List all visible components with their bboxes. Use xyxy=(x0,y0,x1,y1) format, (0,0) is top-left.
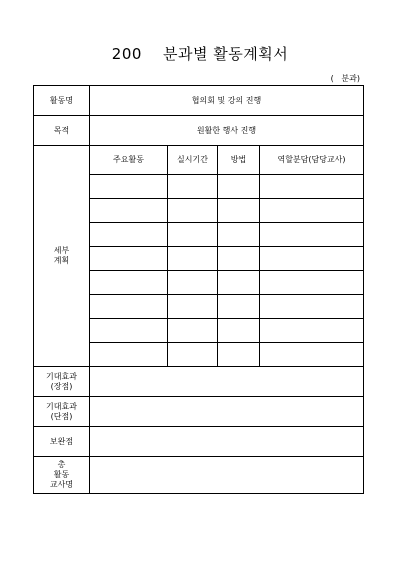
detail-cell-method[interactable] xyxy=(218,295,260,319)
detail-cell-method[interactable] xyxy=(218,319,260,343)
detail-cell-period[interactable] xyxy=(168,343,218,367)
supplement-row xyxy=(34,427,364,457)
detail-cell-period[interactable] xyxy=(168,199,218,223)
expected-effect-short-value[interactable] xyxy=(90,397,364,427)
supplement-value[interactable] xyxy=(90,427,364,457)
detail-cell-role[interactable] xyxy=(260,223,364,247)
detail-cell-role[interactable] xyxy=(260,199,364,223)
detail-cell-activity[interactable] xyxy=(90,175,168,199)
detail-cell-role[interactable] xyxy=(260,247,364,271)
detail-cell-method[interactable] xyxy=(218,223,260,247)
detail-cell-method[interactable] xyxy=(218,199,260,223)
document-title: 200 분과별 활동계획서 xyxy=(111,45,289,63)
expected-effect-long-label: 기대효과 (장점) xyxy=(34,367,90,397)
detail-cell-role[interactable] xyxy=(260,295,364,319)
detail-cell-activity[interactable] xyxy=(90,223,168,247)
detail-cell-activity[interactable] xyxy=(90,247,168,271)
detail-cell-activity[interactable] xyxy=(90,295,168,319)
detail-cell-method[interactable] xyxy=(218,271,260,295)
detail-cell-period[interactable] xyxy=(168,271,218,295)
detail-cell-method[interactable] xyxy=(218,247,260,271)
detail-cell-activity[interactable] xyxy=(90,271,168,295)
column-header-main-activity: 주요활동 xyxy=(90,146,168,175)
detail-cell-period[interactable] xyxy=(168,223,218,247)
column-header-period: 실시기간 xyxy=(168,146,218,175)
detail-cell-role[interactable] xyxy=(260,343,364,367)
detail-cell-activity[interactable] xyxy=(90,319,168,343)
detail-cell-role[interactable] xyxy=(260,319,364,343)
purpose-label: 목적 xyxy=(34,116,90,146)
detail-cell-period[interactable] xyxy=(168,175,218,199)
expected-effect-long-row xyxy=(34,367,364,397)
department-field: ( 분과) xyxy=(330,74,360,83)
detail-plan-label: 세부 계획 xyxy=(34,146,90,367)
activity-name-value[interactable]: 협의회 및 강의 진행 xyxy=(90,86,364,116)
detail-header-row xyxy=(34,146,364,175)
detail-cell-activity[interactable] xyxy=(90,199,168,223)
detail-cell-period[interactable] xyxy=(168,295,218,319)
activity-plan-table xyxy=(33,85,364,494)
detail-cell-activity[interactable] xyxy=(90,343,168,367)
activity-name-label: 활동명 xyxy=(34,86,90,116)
detail-cell-role[interactable] xyxy=(260,175,364,199)
teacher-row xyxy=(34,457,364,494)
column-header-method: 방법 xyxy=(218,146,260,175)
teacher-label: 총 활동 교사명 xyxy=(34,457,90,494)
activity-name-row xyxy=(34,86,364,116)
expected-effect-short-row xyxy=(34,397,364,427)
purpose-value[interactable]: 원활한 행사 진행 xyxy=(90,116,364,146)
detail-cell-period[interactable] xyxy=(168,247,218,271)
purpose-row xyxy=(34,116,364,146)
detail-cell-method[interactable] xyxy=(218,175,260,199)
column-header-role: 역할분담(담당교사) xyxy=(260,146,364,175)
supplement-label: 보완점 xyxy=(34,427,90,457)
teacher-value[interactable] xyxy=(90,457,364,494)
detail-cell-role[interactable] xyxy=(260,271,364,295)
detail-cell-method[interactable] xyxy=(218,343,260,367)
expected-effect-short-label: 기대효과 (단점) xyxy=(34,397,90,427)
expected-effect-long-value[interactable] xyxy=(90,367,364,397)
detail-cell-period[interactable] xyxy=(168,319,218,343)
